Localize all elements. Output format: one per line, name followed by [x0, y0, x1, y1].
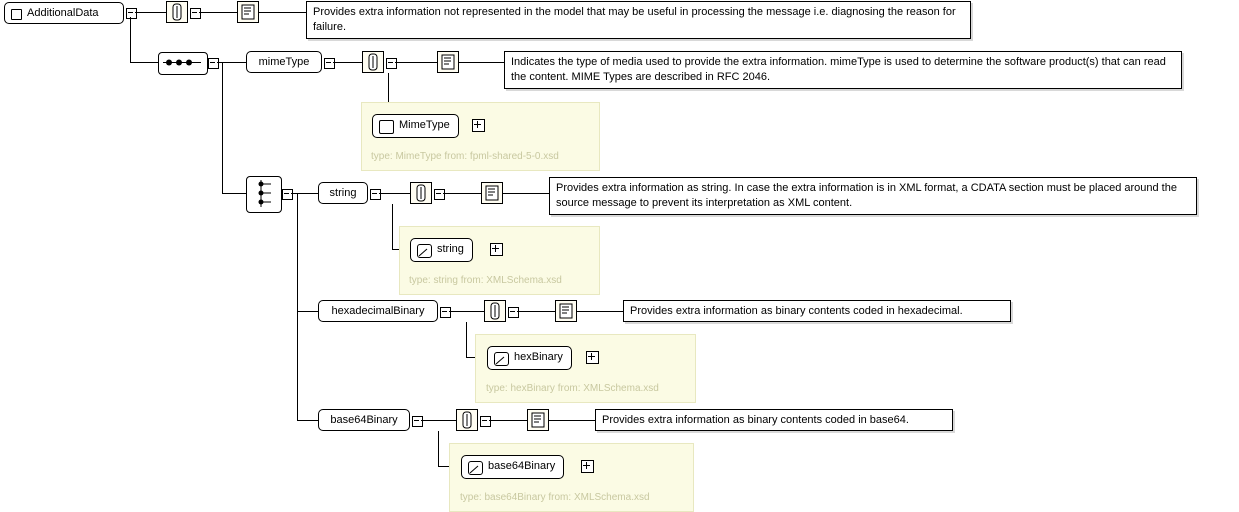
- element-label: AdditionalData: [27, 7, 99, 19]
- collapse-toggle-annotation-hexadecimalBinary[interactable]: [508, 307, 519, 318]
- annotation-icon-string[interactable]: [410, 182, 432, 204]
- annotation-icon-mimeType[interactable]: [362, 51, 384, 73]
- connector-line: [395, 62, 437, 63]
- collapse-toggle-base64Binary[interactable]: [412, 416, 423, 427]
- connector-line: [489, 420, 527, 421]
- element-label: hexadecimalBinary: [331, 305, 425, 317]
- type-caption-string: type: string from: XMLSchema.xsd: [409, 275, 562, 286]
- connector-line: [297, 193, 298, 420]
- annotation-icon-base64Binary[interactable]: [456, 409, 478, 431]
- connector-line: [438, 431, 439, 466]
- collapse-toggle-hexadecimalBinary[interactable]: [440, 307, 451, 318]
- expand-toggle-MimeType[interactable]: [472, 119, 485, 132]
- complex-type-icon: [379, 120, 394, 134]
- documentation-icon-base64Binary[interactable]: [527, 409, 549, 431]
- connector-line: [443, 193, 481, 194]
- connector-line: [222, 193, 246, 194]
- connector-line: [333, 62, 362, 63]
- element-string[interactable]: [318, 182, 368, 204]
- element-label: mimeType: [258, 56, 310, 68]
- type-caption-base64Binary: type: base64Binary from: XMLSchema.xsd: [460, 492, 650, 503]
- connector-line: [466, 322, 467, 357]
- collapse-toggle-annotation-mimeType[interactable]: [386, 58, 397, 69]
- element-square-icon: [11, 9, 22, 20]
- connector-line: [517, 311, 555, 312]
- annotation-icon-hexadecimalBinary[interactable]: [484, 300, 506, 322]
- connector-line: [222, 62, 223, 193]
- simple-type-icon: [468, 461, 483, 475]
- type-label: MimeType: [399, 119, 450, 131]
- documentation-icon-hexadecimalBinary[interactable]: [555, 300, 577, 322]
- simple-type-icon: [417, 244, 432, 258]
- collapse-toggle-root[interactable]: [126, 8, 137, 19]
- connector-line: [297, 420, 319, 421]
- expand-toggle-hexBinary[interactable]: [586, 351, 599, 364]
- annotation-icon-root[interactable]: [166, 1, 188, 23]
- collapse-toggle-annotation-root[interactable]: [190, 8, 201, 19]
- element-AdditionalData[interactable]: [4, 2, 124, 24]
- connector-line: [577, 311, 623, 312]
- documentation-icon-root[interactable]: [237, 1, 259, 23]
- type-box-base64Binary[interactable]: [461, 455, 564, 479]
- simple-type-icon: [494, 352, 509, 366]
- collapse-toggle-choice[interactable]: [282, 189, 293, 200]
- documentation-icon-string[interactable]: [481, 182, 503, 204]
- connector-line: [297, 311, 319, 312]
- connector-line: [449, 311, 484, 312]
- element-mimeType[interactable]: [246, 51, 322, 73]
- connector-line: [135, 12, 166, 13]
- element-hexadecimalBinary[interactable]: [318, 300, 438, 322]
- type-label: base64Binary: [488, 460, 556, 472]
- documentation-text-string: Provides extra information as string. In case the extra information is in XML format, a CDATA section must be placed around the source message to prevent its interpretation as XML content.: [549, 177, 1197, 215]
- type-caption-hexBinary: type: hexBinary from: XMLSchema.xsd: [486, 383, 659, 394]
- type-caption-MimeType: type: MimeType from: fpml-shared-5-0.xsd: [371, 151, 559, 162]
- connector-line: [392, 204, 393, 249]
- type-label: hexBinary: [514, 351, 563, 363]
- documentation-icon-mimeType[interactable]: [437, 51, 459, 73]
- sequence-compositor[interactable]: [158, 52, 208, 75]
- collapse-toggle-sequence[interactable]: [208, 58, 219, 69]
- documentation-text-base64Binary: Provides extra information as binary contents coded in base64.: [595, 409, 953, 431]
- type-box-hexBinary[interactable]: [487, 346, 572, 370]
- connector-line: [549, 420, 595, 421]
- connector-line: [421, 420, 456, 421]
- type-box-MimeType[interactable]: [372, 114, 459, 138]
- connector-line: [130, 17, 131, 62]
- element-base64Binary[interactable]: [318, 409, 410, 431]
- connector-line: [259, 12, 307, 13]
- type-label: string: [437, 243, 464, 255]
- connector-line: [291, 193, 319, 194]
- type-box-string[interactable]: [410, 238, 473, 262]
- expand-toggle-string[interactable]: [490, 243, 503, 256]
- collapse-toggle-mimeType[interactable]: [324, 58, 335, 69]
- connector-line: [379, 193, 410, 194]
- connector-line: [199, 12, 237, 13]
- documentation-text-mimeType: Indicates the type of media used to provide the extra information. mimeType is used to determine the software product(s) that can read the content. MIME Types are described in RFC 2046.: [504, 51, 1182, 89]
- documentation-text-root: Provides extra information not represented in the model that may be useful in processing the message i.e. diagnosing the reason for failure.: [306, 1, 971, 39]
- element-label: base64Binary: [330, 414, 398, 426]
- documentation-text-hexadecimalBinary: Provides extra information as binary contents coded in hexadecimal.: [623, 300, 1011, 322]
- collapse-toggle-annotation-base64Binary[interactable]: [480, 416, 491, 427]
- choice-compositor[interactable]: [246, 176, 282, 213]
- connector-line: [130, 62, 158, 63]
- expand-toggle-base64Binary[interactable]: [581, 460, 594, 473]
- connector-line: [503, 193, 549, 194]
- collapse-toggle-string[interactable]: [370, 189, 381, 200]
- collapse-toggle-annotation-string[interactable]: [434, 189, 445, 200]
- connector-line: [459, 62, 504, 63]
- element-label: string: [329, 187, 357, 199]
